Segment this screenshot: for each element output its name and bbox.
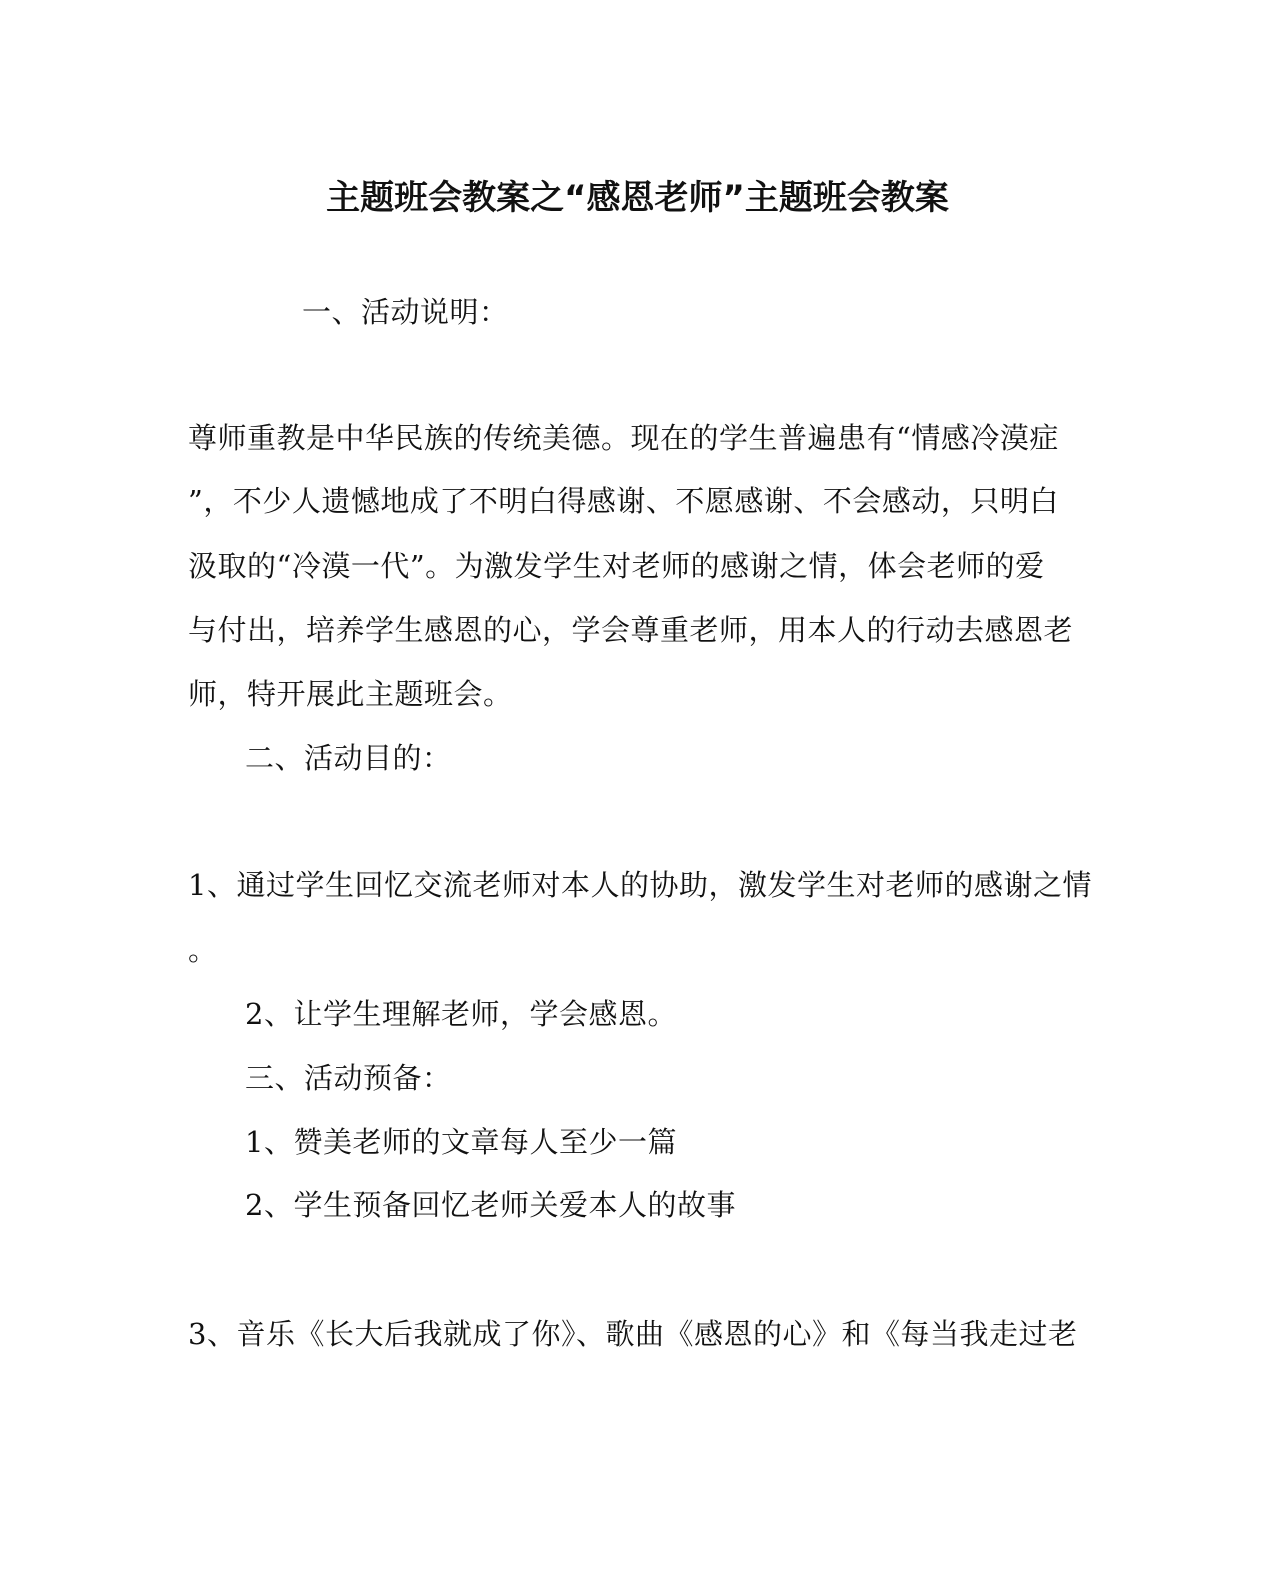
document-title: 主题班会教案之“感恩老师”主题班会教案	[326, 178, 949, 218]
list-item: 1、赞美老师的文章每人至少一篇	[245, 1125, 677, 1159]
section-heading-activity-goals: 二、活动目的：	[245, 741, 452, 775]
paragraph-line: 汲取的“冷漠一代”。为激发学生对老师的感谢之情，体会老师的爱	[188, 549, 1045, 583]
list-item-continuation: 。	[188, 933, 218, 967]
list-item: 1、通过学生回忆交流老师对本人的协助，激发学生对老师的感谢之情	[188, 868, 1092, 902]
list-item: 3、音乐《长大后我就成了你》、歌曲《感恩的心》和《每当我走过老	[188, 1317, 1078, 1351]
paragraph-line: 师，特开展此主题班会。	[188, 677, 513, 711]
list-item: 2、让学生理解老师，学会感恩。	[245, 997, 677, 1031]
paragraph-line: 与付出，培养学生感恩的心，学会尊重老师，用本人的行动去感恩老	[188, 613, 1074, 647]
list-item: 2、学生预备回忆老师关爱本人的故事	[245, 1188, 736, 1222]
section-heading-activity-preparation: 三、活动预备：	[245, 1061, 452, 1095]
section-heading-activity-description: 一、活动说明：	[302, 295, 509, 329]
paragraph-line: ”，不少人遗憾地成了不明白得感谢、不愿感谢、不会感动，只明白	[188, 484, 1059, 518]
paragraph-line: 尊师重教是中华民族的传统美德。现在的学生普遍患有“情感冷漠症	[188, 421, 1059, 455]
